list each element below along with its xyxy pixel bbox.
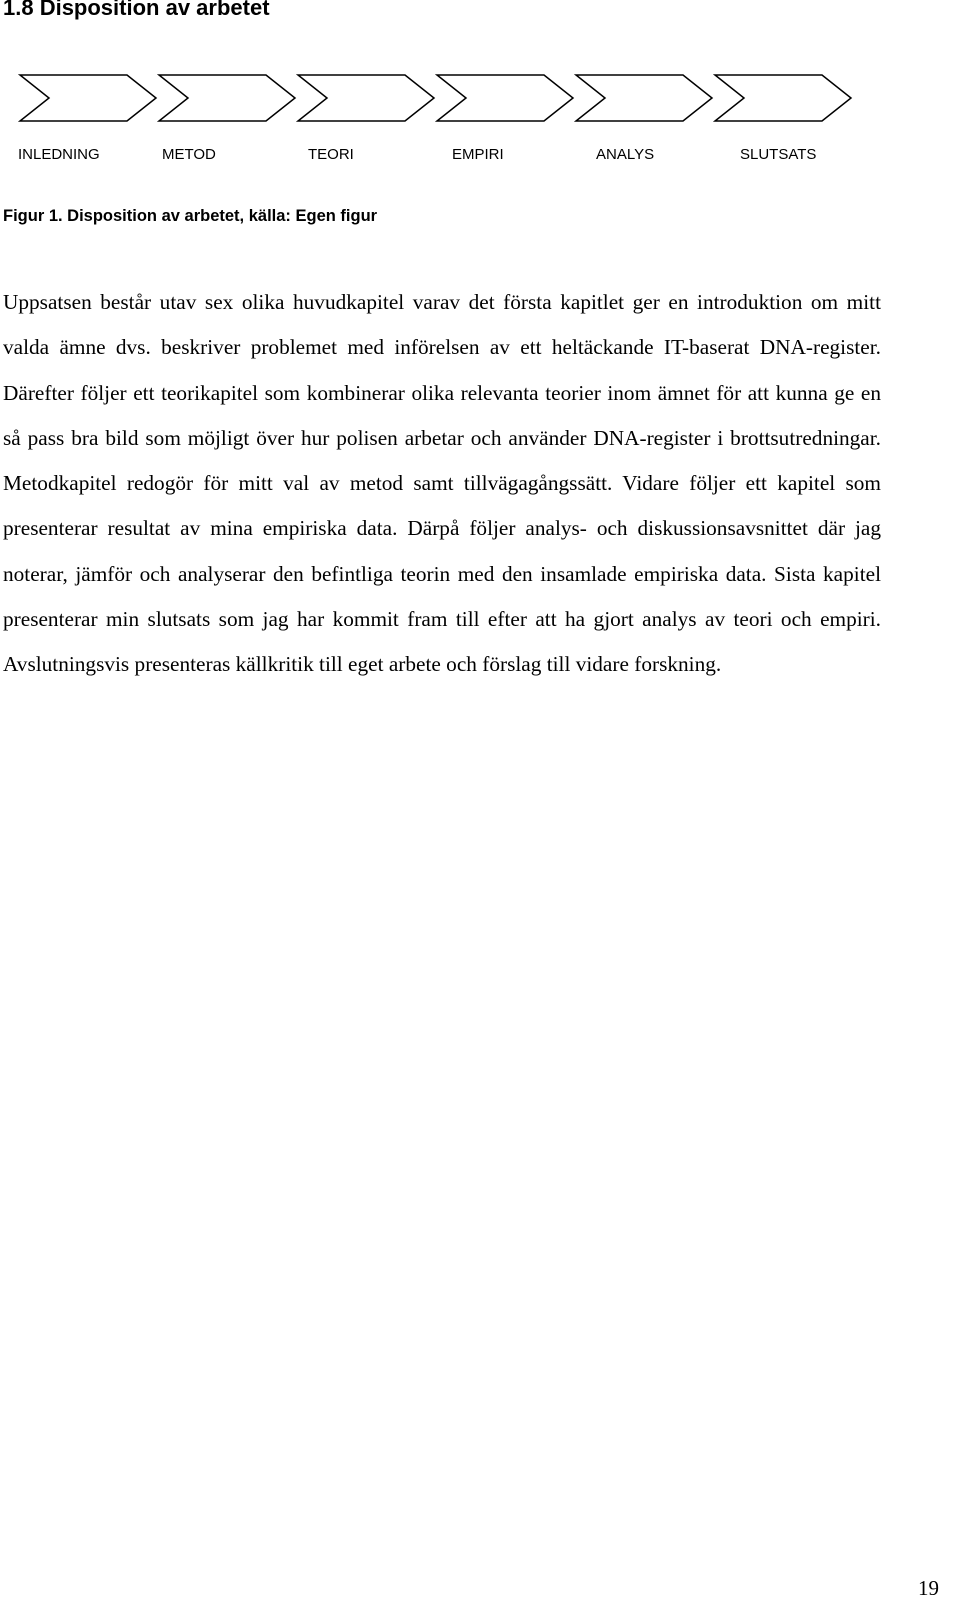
figure-caption: Figur 1. Disposition av arbetet, källa: Egen figur: [3, 207, 378, 225]
step-label-slutsats: SLUTSATS: [740, 146, 817, 163]
step-label-empiri: EMPIRI: [452, 146, 504, 163]
chevron-step-3: [298, 75, 434, 121]
chevron-step-1: [20, 75, 156, 121]
body-paragraph: Uppsatsen består utav sex olika huvudkapitel varav det första kapitlet ger en introduktion om mitt valda ämne dvs. beskriver problemet med införelsen av ett heltäckande IT-baserat DNA-register. Därefter följer ett teorikapitel som kombinerar olika relevanta teorier inom ämnet för att kunna ge en så pass bra bild som möjligt över hur polisen arbetar och använder DNA-register i brottsutredningar. Metodkapitel redogör för mitt val av metod samt tillvägagångssätt. Vidare följer ett kapitel som presenterar resultat av mina empiriska data. Därpå följer analys- och diskussionsavsnittet där jag noterar, jämför och analyserar den befintliga teorin med den insamlade empiriska data. Sista kapitel presenterar min slutsats som jag har kommit fram till efter att ha gjort analys av teori och empiri. Avslutningsvis presenteras källkritik till eget arbete och förslag till vidare forskning.: [3, 290, 881, 677]
disposition-chevron-diagram: [0, 0, 960, 140]
chevron-step-2: [159, 75, 295, 121]
step-label-analys: ANALYS: [596, 146, 655, 163]
page-number: 19: [918, 1576, 939, 1600]
chevron-step-6: [715, 75, 851, 121]
step-label-inledning: INLEDNING: [18, 146, 100, 163]
chevron-step-5: [576, 75, 712, 121]
step-label-teori: TEORI: [308, 146, 354, 163]
chevron-step-4: [437, 75, 573, 121]
step-label-metod: METOD: [162, 146, 216, 163]
section-heading: 1.8 Disposition av arbetet: [3, 0, 270, 20]
